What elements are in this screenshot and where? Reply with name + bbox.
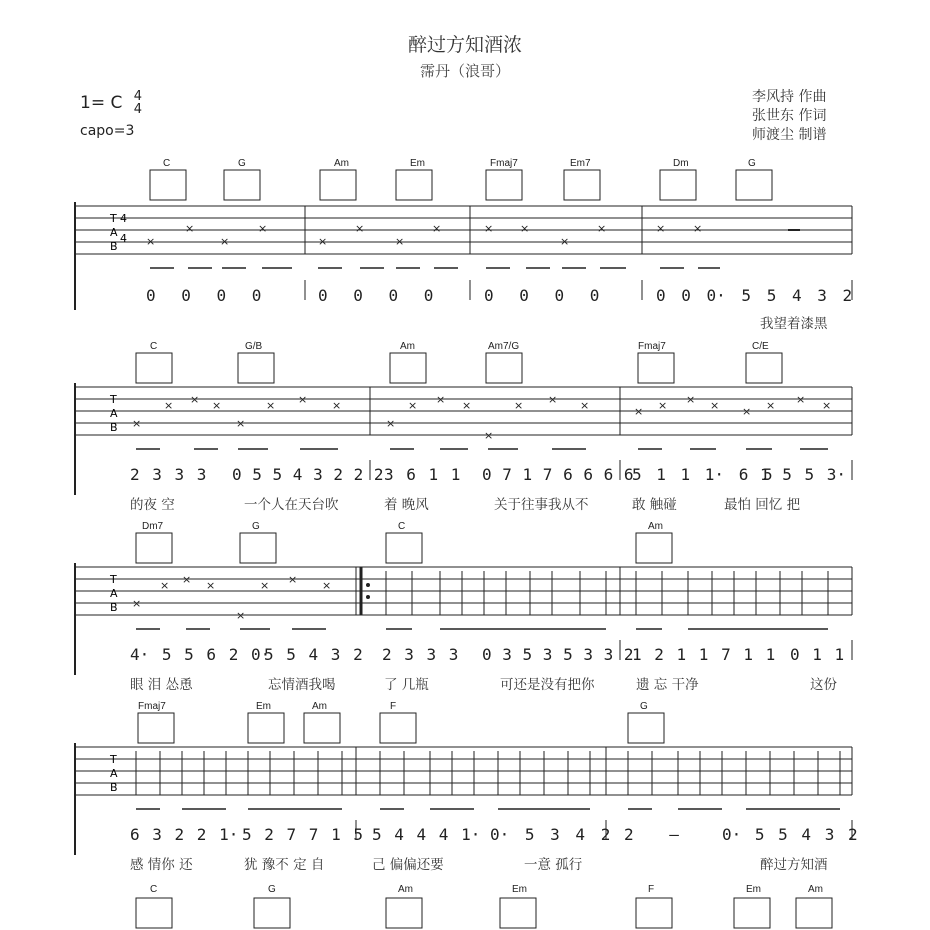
svg-text:×: × xyxy=(484,429,494,442)
svg-text:×: × xyxy=(132,417,142,430)
svg-text:×: × xyxy=(580,399,590,412)
lyric-text: 己 偏偏还要 xyxy=(372,857,444,873)
svg-text:×: × xyxy=(432,222,442,235)
key-label: 1= C xyxy=(80,93,123,113)
chord-diagrams xyxy=(0,878,930,930)
svg-text:×: × xyxy=(266,399,276,412)
svg-text:×: × xyxy=(520,222,530,235)
credit-transcriber: 师渡尘 制谱 xyxy=(752,127,827,143)
svg-text:×: × xyxy=(686,393,696,406)
numbered-notation: 0 0 0· 5 5 4 3 2 xyxy=(656,286,853,305)
svg-text:×: × xyxy=(185,222,195,235)
numbered-notation: 0 0 0 0 xyxy=(484,286,600,305)
lyric-text: 关于往事我从不 xyxy=(494,497,589,513)
numbered-notation: 1 5 5 3· xyxy=(760,465,847,484)
chord-name: Em xyxy=(410,158,425,169)
svg-text:×: × xyxy=(395,235,405,248)
svg-text:×: × xyxy=(766,399,776,412)
svg-text:×: × xyxy=(514,399,524,412)
svg-text:×: × xyxy=(693,222,703,235)
lyric-text: 一意 孤行 xyxy=(524,857,583,873)
svg-text:×: × xyxy=(484,222,494,235)
chord-name: G xyxy=(252,521,260,532)
svg-text:×: × xyxy=(160,579,170,592)
numbered-notation: 0 5 5 4 3 2 2 2 xyxy=(232,465,384,484)
svg-text:A: A xyxy=(110,226,118,239)
svg-text:×: × xyxy=(212,399,222,412)
svg-text:B: B xyxy=(110,421,118,434)
chord-name: C xyxy=(398,521,406,532)
svg-text:×: × xyxy=(318,235,328,248)
svg-text:×: × xyxy=(386,417,396,430)
svg-text:×: × xyxy=(260,579,270,592)
numbered-notation: 0 7 1 7 6 6 6 6 xyxy=(482,465,634,484)
chord-name: C xyxy=(163,158,171,169)
system-5 xyxy=(0,878,930,930)
lyric-text: 一个人在天台吹 xyxy=(244,497,339,513)
numbered-notation: 0 1 1 xyxy=(790,645,845,664)
lyric-text: 着 晚风 xyxy=(384,497,429,513)
svg-text:×: × xyxy=(236,609,246,622)
lyric-text: 的夜 空 xyxy=(130,497,175,513)
numbered-notation: 5 2 7 7 1 5 xyxy=(242,825,363,844)
chord-name: Fmaj7 xyxy=(490,158,518,169)
numbered-notation: 0 3 5 3 5 3 3 2 xyxy=(482,645,634,664)
svg-text:×: × xyxy=(288,573,298,586)
time-signature xyxy=(134,90,142,116)
numbered-notation: 0· 5 5 4 3 2 xyxy=(722,825,858,844)
numbered-notation: 4· 5 5 6 2 0· xyxy=(130,645,271,664)
chord-name: G xyxy=(748,158,756,169)
svg-text:×: × xyxy=(146,235,156,248)
chord-name: F xyxy=(648,884,655,895)
numbered-notation: 3 6 1 1 xyxy=(384,465,461,484)
chord-name: Am xyxy=(648,521,663,532)
song-artist: 霈丹（浪哥） xyxy=(419,62,510,80)
numbered-notation: 2 – xyxy=(624,825,679,844)
svg-text:T: T xyxy=(110,753,117,766)
chord-name: G xyxy=(238,158,246,169)
svg-text:×: × xyxy=(597,222,607,235)
svg-text:×: × xyxy=(822,399,832,412)
svg-text:×: × xyxy=(236,417,246,430)
svg-text:×: × xyxy=(462,399,472,412)
lyric-text: 可还是没有把你 xyxy=(500,677,595,693)
numbered-notation: 0 0 0 0 xyxy=(318,286,434,305)
svg-text:×: × xyxy=(132,597,142,610)
capo-label: capo=3 xyxy=(80,123,135,139)
svg-text:A: A xyxy=(110,767,118,780)
system-2 xyxy=(0,335,930,525)
lyric-text: 忘情酒我喝 xyxy=(268,677,336,693)
chord-name: Am xyxy=(398,884,413,895)
svg-text:T: T xyxy=(110,212,117,225)
numbered-notation: 5 4 4 4 1· xyxy=(372,825,481,844)
lyric-text: 最怕 回忆 把 xyxy=(724,497,801,513)
chord-name: Fmaj7 xyxy=(638,341,666,352)
svg-text:×: × xyxy=(658,399,668,412)
svg-text:×: × xyxy=(258,222,268,235)
numbered-notation: 5 5 4 3 2 xyxy=(264,645,363,664)
numbered-notation: 0 0 0 0 xyxy=(146,286,262,305)
chord-name: F xyxy=(390,701,397,712)
svg-text:×: × xyxy=(742,405,752,418)
lyric-text: 犹 豫不 定 自 xyxy=(244,857,325,873)
chord-name: Am xyxy=(312,701,327,712)
svg-text:×: × xyxy=(710,399,720,412)
lyric-text: 了 几瓶 xyxy=(384,677,429,693)
numbered-notation: 5 1 1 1· 6 5 xyxy=(632,465,773,484)
svg-text:×: × xyxy=(332,399,342,412)
svg-text:×: × xyxy=(408,399,418,412)
chord-name: Fmaj7 xyxy=(138,701,166,712)
chord-name: C/E xyxy=(752,341,769,352)
svg-text:×: × xyxy=(355,222,365,235)
svg-text:×: × xyxy=(560,235,570,248)
key-signature xyxy=(80,90,142,116)
svg-text:B: B xyxy=(110,601,118,614)
song-title: 醉过方知酒浓 xyxy=(407,34,522,56)
svg-text:T: T xyxy=(110,573,117,586)
chord-name: C xyxy=(150,341,158,352)
svg-text:×: × xyxy=(796,393,806,406)
chord-name: Em xyxy=(512,884,527,895)
chord-name: Dm7 xyxy=(142,521,164,532)
svg-text:×: × xyxy=(164,399,174,412)
svg-text:A: A xyxy=(110,407,118,420)
svg-text:×: × xyxy=(656,222,666,235)
lyric-text: 我望着漆黑 xyxy=(760,316,828,332)
chord-name: G xyxy=(640,701,648,712)
lyric-text: 眼 泪 怂恿 xyxy=(130,677,193,693)
svg-text:B: B xyxy=(110,781,118,794)
chord-name: G xyxy=(268,884,276,895)
system-3 xyxy=(0,515,930,705)
svg-text:4: 4 xyxy=(120,212,127,225)
chord-name: Am xyxy=(334,158,349,169)
numbered-notation: 1 2 1 1 7 1 1 xyxy=(632,645,776,664)
svg-text:×: × xyxy=(206,579,216,592)
lyric-text: 这份 xyxy=(810,677,837,693)
chord-name: Em xyxy=(256,701,271,712)
lyric-text: 敢 触碰 xyxy=(632,497,677,513)
system-4 xyxy=(0,695,930,885)
chord-name: Em xyxy=(746,884,761,895)
credit-lyricist: 张世东 作词 xyxy=(752,108,827,124)
lyric-text: 醉过方知酒 xyxy=(760,857,828,873)
numbered-notation: 0· 5 3 4 2 xyxy=(490,825,611,844)
lyric-text: 遗 忘 干净 xyxy=(636,677,699,693)
chord-name: C xyxy=(150,884,158,895)
chord-name: Am xyxy=(400,341,415,352)
numbered-notation: 2 3 3 3 xyxy=(130,465,207,484)
lyric-text: 感 情你 还 xyxy=(130,857,193,873)
numbered-notation: 6 3 2 2 1· xyxy=(130,825,239,844)
chord-name: Em7 xyxy=(570,158,591,169)
svg-text:×: × xyxy=(182,573,192,586)
chord-name: Am7/G xyxy=(488,341,520,352)
chord-name: G/B xyxy=(245,341,263,352)
svg-text:×: × xyxy=(190,393,200,406)
svg-text:T: T xyxy=(110,393,117,406)
numbered-notation: 2 3 3 3 xyxy=(382,645,459,664)
chord-name: Dm xyxy=(673,158,689,169)
svg-text:4: 4 xyxy=(120,232,127,245)
svg-text:B: B xyxy=(110,240,118,253)
svg-text:×: × xyxy=(298,393,308,406)
svg-text:×: × xyxy=(220,235,230,248)
credit-composer: 李风持 作曲 xyxy=(752,89,827,105)
time-bottom: 4 xyxy=(133,102,143,117)
svg-text:×: × xyxy=(436,393,446,406)
svg-text:×: × xyxy=(548,393,558,406)
chord-name: Am xyxy=(808,884,823,895)
svg-text:A: A xyxy=(110,587,118,600)
svg-text:×: × xyxy=(322,579,332,592)
system-1 xyxy=(0,150,930,340)
time-top: 4 xyxy=(133,89,143,104)
svg-text:×: × xyxy=(634,405,644,418)
